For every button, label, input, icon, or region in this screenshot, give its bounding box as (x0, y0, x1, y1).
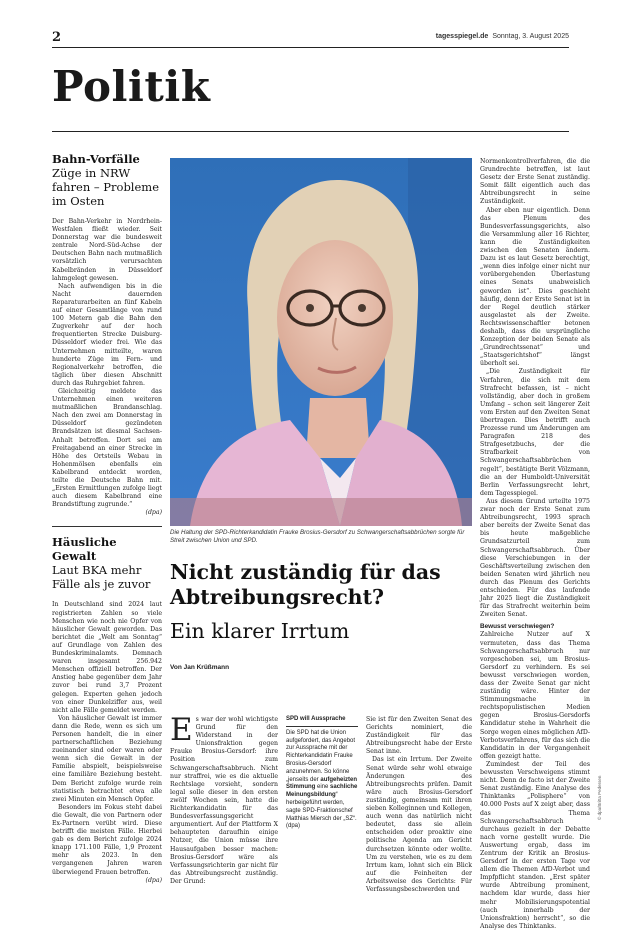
brief-headline-rest: Züge in NRW fahren – Probleme im Osten (52, 166, 160, 208)
brief-headline (52, 152, 162, 208)
info-box-emphasis: aufgeheizten Stimmung (286, 776, 358, 791)
article-paragraph: Aber eben nur eigentlich. Denn das Plenum des Bundesverfassungsgerichts, also die Versammlung aller 16 Richter, kann die Zuständigkeiten zwischen den Senaten ändern. Dazu ist es laut Gesetz berechtigt, „wenn dies infolge einer nicht nur vorübergehenden Überlastung eines Senats unabweislich geworden ist“. Dies geschieht häufig, denn der Erste Senat ist in der Regel deutlich stärker ausgelastet als der Zweite. Rechtswissenschaftler betonen deshalb, dass die ursprüngliche Konzeption der beiden Senate als „Grundrechtssenat“ und „Staatsgerichtshof“ längst überholt sei. (480, 206, 590, 368)
info-box-emphasis: sachliche Meinungsbildung (286, 784, 358, 799)
brief2-paragraph: Von häuslicher Gewalt ist immer dann die Rede, wenn es sich um Personen handelt, die in einer partnerschaftlichen Beziehung zueinander sind oder waren oder wenn sich die Gewalt in der Familie abspielt, beispielsweise eine familiäre Beziehung besteht. Dem Bericht zufolge wurde rein statistisch betrachtet etwa alle zwei Minuten ein Mensch Opfer. (52, 714, 162, 803)
section-rule (52, 131, 569, 132)
article-column-3 (366, 716, 472, 894)
article-paragraph: „Die Zuständigkeit für Verfahren, die sich mit dem Strafrecht befassen, ist – nicht vollständig, aber doch in großem Umfang – schon seit längerer Zeit vom Ersten auf den Zweiten Senat übertragen. Dies betrifft auch Prozesse rund um Änderungen am Paragrafen 218 des Strafgesetzbuchs, der die Strafbarkeit von Schwangerschaftsabbrüchen regelt“, bestätigte Berit Völzmann, die an der Humboldt-Universität Berlin Verfassungsrecht lehrt, dem Tagesspiegel. (480, 368, 590, 497)
brief-paragraph: Gleichzeitig meldete das Unternehmen einen weiteren mutmaßlichen Brandanschlag. Nach den zwei am Donnerstag in Düsseldorf gezündeten Brandsätzen ist diesmal Sachsen-Anhalt betroffen. Dort sei am Freitagabend an einer Strecke in Höhe des Ortsteils Webau in Hohenmölsen ebenfalls ein Kabelbrand entdeckt worden, teilte die Deutsche Bahn mit. „Ersten Ermittlungen zufolge liegt auch diesem Kabelbrand eine Brandstiftung zugrunde.“ (52, 387, 162, 509)
article-subheading: Bewusst verschwiegen? (480, 623, 555, 631)
brief-divider (52, 526, 162, 527)
article-photo (170, 158, 472, 526)
portrait-illustration (170, 158, 472, 526)
info-box-text-part: eine (315, 784, 331, 791)
brief2-source: (dpa) (145, 876, 162, 884)
masthead (436, 33, 569, 40)
article-paragraph: Das ist ein Irrtum. Der Zweite Senat würde sehr wohl etwaige Änderungen des Abtreibungsrechts prüfen. Damit wäre auch Brosius-Gersdorf zuständig, gemeinsam mit ihren sieben Kolleginnen und Kollegen, auch wenn das natürlich nicht bedeutet, dass sie allein entscheiden oder proaktiv eine politische Agenda am Gericht durchsetzen könnte oder wollte. Um zu verstehen, wie es zu dem Irrtum kam, lohnt sich ein Blick auf die Feinheiten der Arbeitsweise des Gerichts: Für Verfassungsbeschwerden und (366, 756, 472, 893)
info-box-text-part: “ herbeigeführt werden, sagte SPD-Fraktionschef Matthias Miersch der „SZ“. (dpa) (286, 792, 357, 830)
article-paragraph: Zahlreiche Nutzer auf X vermuteten, dass das Thema Schwangerschaftsabbruch nur vorgeschoben sei, um Brosius-Gersdorf zu verhindern. Es sei bewusst verschwiegen worden, dass der Zweite Senat gar nicht zuständig wäre. Hinter der Stimmungsmache in rechtspopulistischen Medien gegen Brosius-Gersdorfs Kandidatur stehe in Wahrheit die Sorge wegen eines möglichen AfD-Verbotsverfahrens, für das sich die Kandidatin in der Vergangenheit offen gezeigt hatte. (480, 631, 590, 760)
issue-date: Sonntag, 3. August 2025 (492, 33, 569, 40)
article-paragraph: Sie ist für den Zweiten Senat des Gerichts nominiert, die Zuständigkeit für das Abtreibungsrecht habe der Erste Senat inne. (366, 716, 472, 756)
info-box (286, 716, 358, 831)
article-paragraph: s war der wohl wichtigste Grund für den Widerstand in der Unionsfraktion gegen Frauke Brosius-Gersdorf: ihre Position zum Schwangerschaftsabbruch. Nicht nur straffrei, wie es die aktuelle Rechtslage vorsieht, sondern legal solle dieser in den ersten zwölf Wochen sein, hatte die Richterkandidatin für das Bundesverfassungsgericht argumentiert. Auf der Plattform X behaupteten daraufhin einige Nutzer, die Union müsse ihre Hausaufgaben besser machen: Brosius-Gersdorf wäre als Verfassungsrichterin gar nicht für das Abtreibungsrecht zuständig. Der Grund: (170, 716, 278, 885)
brief-kicker: Bahn-Vorfälle (52, 152, 140, 166)
article-paragraph: Normenkontrollverfahren, die die Grundrechte betreffen, ist laut Gesetz der Erste Senat zuständig. Somit fällt eigentlich auch das Abtreibungsrecht in seine Zuständigkeit. (480, 158, 590, 206)
brief-body (52, 218, 162, 517)
left-column (52, 152, 162, 885)
article-paragraph: Zumindest der Teil des bewussten Verschweigens stimmt nicht. Denn de facto ist der Zweite Senat zuständig. Eine Analyse des Thinktanks „Polisphere“ von 40.000 Posts auf X zeigt aber, dass das Thema Schwangerschaftsabbruch durchaus gezielt in der Debatte nach vorne gestellt wurde. Die Auswertung ergab, dass im Zentrum der Kritik an Brosius-Gersdorf in der ersten Tage vor allem die Themen AfD-Verbot und Impfpflicht standen. „Erst später wurde Abtreibung prominent, nachdem klar wurde, dass hier mehr Mobilisierungspotential (auch innerhalb der Unionsfraktion) herrscht“, so die Analyse des Thinktanks. (480, 760, 590, 930)
article-paragraph: Aus diesem Grund urteilte 1975 zwar noch der Erste Senat zum Abtreibungsrecht, 1993 sprach aber bereits der Zweite Senat das bis heute maßgebliche Grundsatzurteil zum Schwangerschaftsabbruch. Über diese Verschiebungen in der Geschäftsverteilung zwischen den beiden Senaten wird jährlich neu durch das Plenum des Gerichts entschieden. Für das laufende Jahr 2025 liegt die Zuständigkeit für das Strafrecht weiterhin beim Zweiten Senat. (480, 497, 590, 619)
info-box-title: SPD will Aussprache (286, 716, 358, 727)
brief2-paragraph: In Deutschland sind 2024 laut registrierten Zahlen so viele Menschen wie noch nie Opfer von häuslicher Gewalt geworden. Das berichtet die „Welt am Sonntag“ auf Grundlage von Zahlen des Bundeskriminalamts. Demnach waren insgesamt 256.942 Menschen offiziell betroffen. Der Anstieg habe gegenüber dem Jahr zuvor bei rund 3,7 Prozent gelegen. Experten gehen jedoch von einer Dunkelziffer aus, weil nicht alle Fälle gemeldet werden. (52, 601, 162, 714)
photo-credit: © dpa/Britta Pedersen (597, 775, 602, 820)
article-headline: Nicht zuständig für das Abtreibungsrecht? (170, 560, 441, 609)
article-byline: Von Jan Krüßmann (170, 664, 230, 671)
brief2-headline-block (52, 535, 162, 591)
article-column-right (480, 158, 590, 931)
brief2-paragraph: Besonders im Fokus steht dabei die Gewalt, die von Partnern oder Ex-Partnern verübt wird. Diese betrifft die meisten Fälle. Hierbei gab es dem Bericht zufolge 2024 knapp 171.100 Fälle, 1,9 Prozent mehr als 2023. In den vergangenen Jahren waren überwiegend Frauen betroffen. (52, 803, 162, 876)
article-column-1 (170, 712, 278, 886)
photo-caption: Die Haltung der SPD-Richterkandidatin Frauke Brosius-Gersdorf zu Schwangerschaftsabbrüchen sorgte für Streit zwischen Union und SPD. (170, 529, 465, 544)
top-rule (52, 47, 569, 48)
info-box-text-part: Die SPD hat die Union aufgefordert, das Angebot zur Aussprache mit der Richterkandidatin Frauke Brosius-Gersdorf anzunehmen. So könne „jenseits der (286, 729, 356, 783)
brief-paragraph: Der Bahn-Verkehr in Nordrhein-Westfalen fließt wieder. Seit Donnerstag war die bundesweit zentrale Nord-Süd-Achse der Deutschen Bahn nach mutmaßlich vorsätzlich verursachten Kabelbränden in Düsseldorf lahmgelegt gewesen. (52, 218, 162, 282)
page-number: 2 (52, 30, 62, 45)
brief-source: (dpa) (145, 509, 162, 517)
drop-cap: E (170, 712, 193, 748)
info-box-text (286, 730, 358, 831)
section-title: Politik (52, 62, 211, 111)
brief2-subline: Laut BKA mehr Fälle als je zuvor (52, 563, 151, 592)
brief-paragraph: Nach aufwendigen bis in die Nacht dauernden Reparaturarbeiten an fünf Kabeln auf einer Gesamtlänge von rund 100 Metern gab die Bahn den Zugverkehr auf der hoch frequentierten Strecke Duisburg-Düsseldorf wieder frei. Wie das Unternehmen mitteilte, waren hunderte Züge im Fern- und Regionalverkehr betroffen, die täglich über diesen Abschnitt durch das Ruhrgebiet fahren. (52, 282, 162, 387)
site-name: tagesspiegel.de (435, 33, 489, 40)
brief2-body (52, 601, 162, 884)
article-subheadline: Ein klarer Irrtum (170, 619, 350, 643)
brief2-headline: Häusliche Gewalt (52, 535, 117, 564)
